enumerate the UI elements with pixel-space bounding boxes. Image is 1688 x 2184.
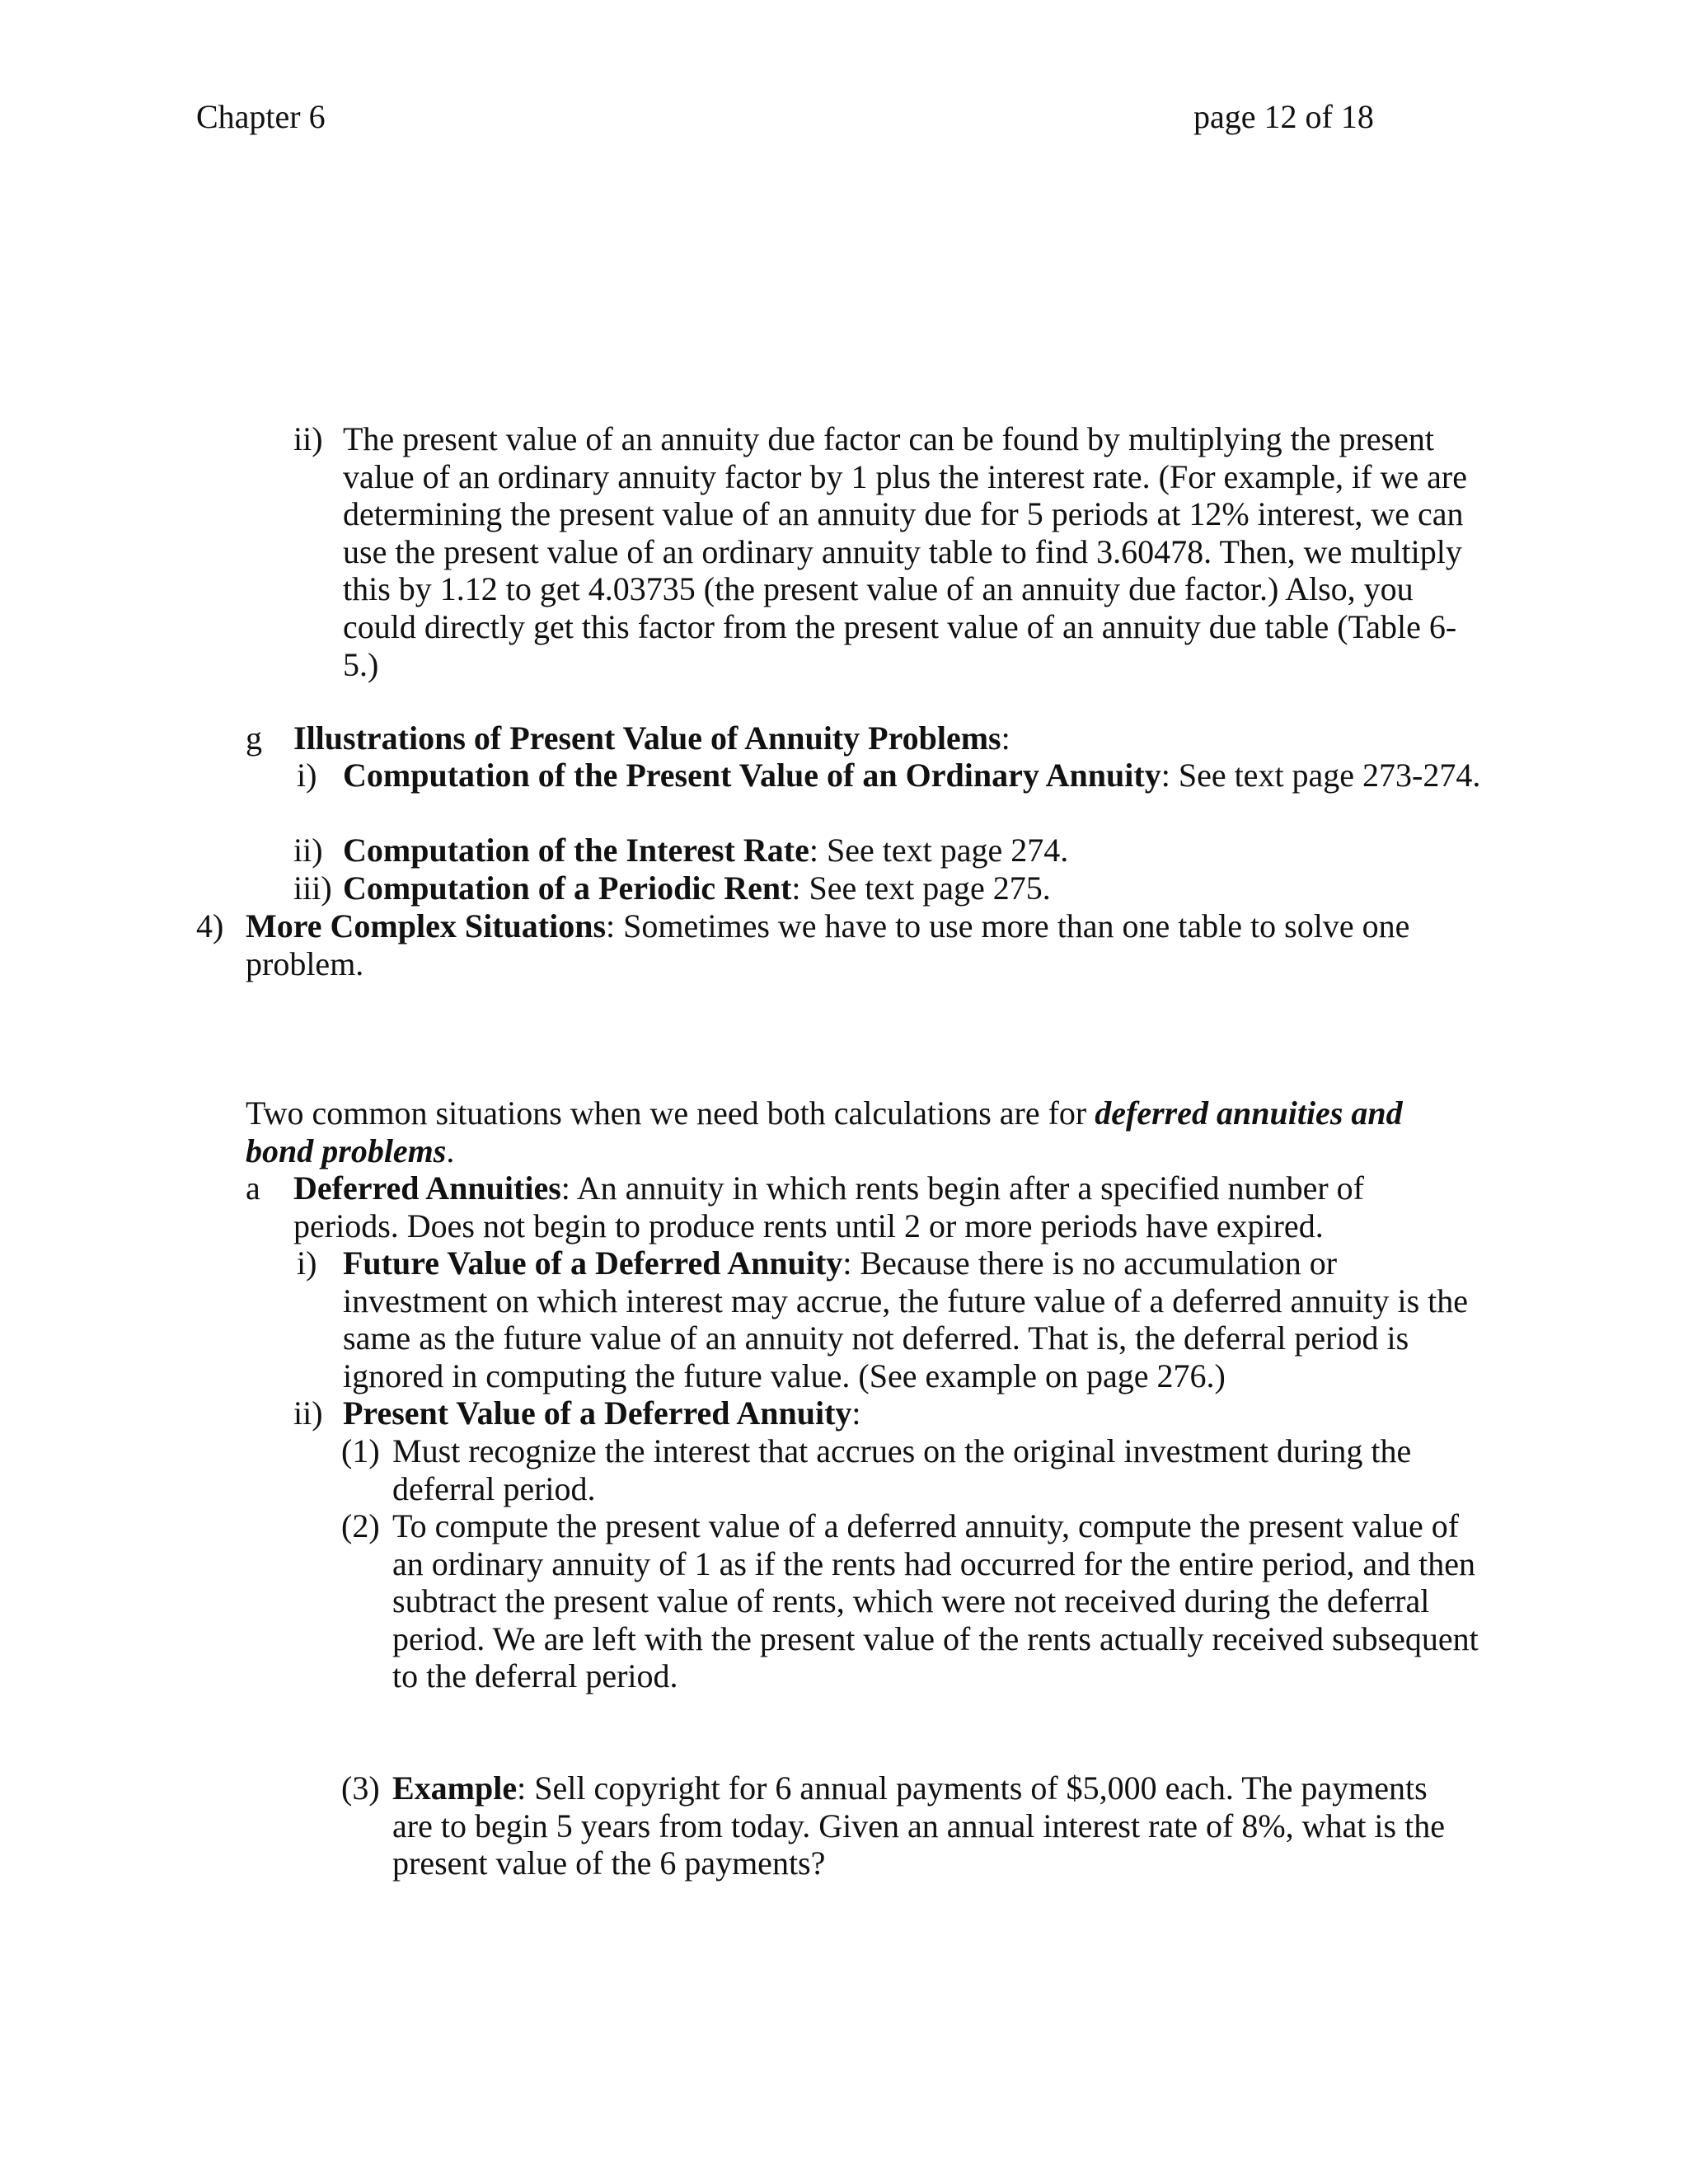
- emphasis-text: deferred annuities and bond problems: [246, 1094, 1403, 1169]
- item-heading: Example: [392, 1769, 518, 1807]
- item-text: : Because there is no accumulation or investment on which interest may accrue, the future value of a deferred annuity is the same as the future value of an annuity not deferred. That is, the deferral period is ignored in computing the future value. (See example on page 276.): [343, 1244, 1469, 1394]
- list-item-a: [246, 1169, 1447, 1244]
- list-item-g-i: [297, 757, 1489, 794]
- list-marker: i): [297, 1244, 317, 1282]
- item-text: :: [1001, 719, 1010, 757]
- paragraph-text: Two common situations when we need both calculations are for: [246, 1094, 1095, 1132]
- list-item-text: The present value of an annuity due factor can be found by multiplying the present value of an ordinary annuity factor by 1 plus the interest rate. (For example, if we are determining the present value of an annuity due for 5 periods at 12% interest, we can use the present value of an ordinary annuity table to find 3.60478. Then, we multiply this by 1.12 to get 4.03735 (the present value of an annuity due factor.) Also, you could directly get this factor from the present value of an annuity due table (Table 6-5.): [343, 420, 1467, 683]
- list-marker: a: [246, 1169, 260, 1207]
- list-marker: 4): [196, 907, 224, 944]
- item-heading: Computation of a Periodic Rent: [343, 869, 792, 907]
- list-item-3-example: [341, 1769, 1472, 1882]
- list-item-4: [196, 907, 1432, 982]
- list-item-g-ii: [293, 832, 1489, 869]
- item-text: : See text page 274.: [809, 832, 1069, 869]
- list-item-text: Must recognize the interest that accrues on the original investment during the deferral period.: [392, 1432, 1412, 1507]
- list-marker: (3): [341, 1769, 380, 1807]
- item-text: : Sell copyright for 6 annual payments of $5,000 each. The payments are to begin 5 years from today. Given an annual interest rate of 8%, what is the present value of the 6 payments?: [392, 1769, 1445, 1882]
- list-marker: g: [246, 719, 262, 757]
- item-text: : See text page 273-274.: [1160, 757, 1481, 794]
- item-heading: Illustrations of Present Value of Annuity Problems: [293, 719, 1001, 757]
- item-text: : See text page 275.: [791, 869, 1051, 907]
- list-item-a-i: [297, 1244, 1489, 1394]
- item-text: : Sometimes we have to use more than one table to solve one problem.: [246, 907, 1410, 982]
- chapter-header: Chapter 6: [196, 98, 326, 135]
- item-heading: Future Value of a Deferred Annuity: [343, 1244, 843, 1282]
- list-item-1: [341, 1432, 1489, 1507]
- item-text: :: [851, 1394, 861, 1432]
- list-marker: iii): [293, 869, 332, 907]
- list-item-text: To compute the present value of a deferred annuity, compute the present value of an ordinary annuity of 1 as if the rents had occurred for the entire period, and then subtract the present value of rents, which were not received during the deferral period. We are left with the present value of the rents actually received subsequent to the deferral period.: [392, 1507, 1479, 1695]
- item-text: : An annuity in which rents begin after a specified number of periods. Does not begin to produce rents until 2 or more periods have expired.: [293, 1169, 1364, 1244]
- list-item-a-ii: [293, 1394, 1489, 1432]
- item-heading: Deferred Annuities: [293, 1169, 561, 1207]
- list-marker: i): [297, 757, 317, 794]
- paragraph-two-common-situations: Two common situations when we need both calculations are for deferred annuities and bond problems.: [246, 1094, 1403, 1169]
- item-heading: Present Value of a Deferred Annuity: [343, 1394, 852, 1432]
- list-marker: ii): [293, 832, 323, 869]
- list-marker: ii): [293, 1394, 323, 1432]
- list-item-g: [246, 719, 1489, 757]
- list-marker: (2): [341, 1507, 380, 1544]
- list-marker: ii): [293, 420, 323, 457]
- list-item-g-iii: [293, 869, 1489, 907]
- list-item-ii-annuity-due: [293, 420, 1480, 683]
- list-item-2: [341, 1507, 1489, 1695]
- item-heading: Computation of the Interest Rate: [343, 832, 809, 869]
- item-heading: Computation of the Present Value of an Ordinary Annuity: [343, 757, 1161, 794]
- page-number: page 12 of 18: [1193, 98, 1374, 135]
- list-marker: (1): [341, 1432, 380, 1469]
- item-heading: More Complex Situations: [246, 907, 607, 944]
